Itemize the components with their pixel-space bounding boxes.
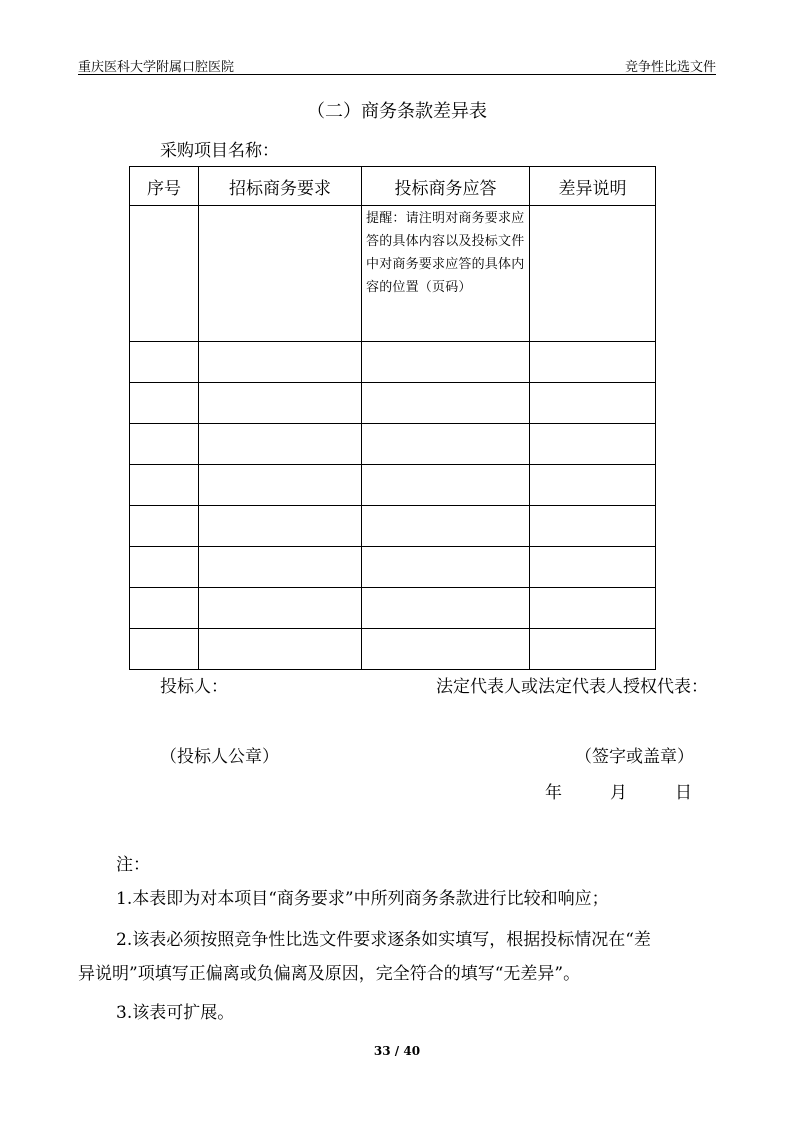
table-cell[interactable] [362, 424, 530, 465]
table-cell[interactable] [362, 629, 530, 670]
notes-heading: 注： [116, 855, 150, 875]
table-row [130, 206, 656, 342]
table-cell[interactable] [530, 588, 656, 629]
table-row [130, 383, 656, 424]
table-cell[interactable] [530, 206, 656, 342]
col-header-tender-requirement: 招标商务要求 [199, 167, 362, 206]
table-row [130, 342, 656, 383]
table-row [130, 629, 656, 670]
header-doc-title: 竞争性比选文件 [624, 60, 716, 75]
date-day: 日 [675, 783, 692, 803]
table-cell[interactable] [130, 629, 199, 670]
table-cell[interactable] [130, 547, 199, 588]
table-cell[interactable] [130, 506, 199, 547]
table-cell[interactable] [362, 465, 530, 506]
table-cell[interactable] [530, 465, 656, 506]
section-title: （二）商务条款差异表 [307, 101, 487, 122]
table-cell[interactable] [530, 506, 656, 547]
table-cell[interactable] [130, 206, 199, 342]
date-line [545, 778, 692, 803]
table-cell[interactable] [199, 465, 362, 506]
table-cell[interactable] [530, 424, 656, 465]
header-rule [78, 74, 716, 75]
table-row [130, 424, 656, 465]
table-cell[interactable] [199, 424, 362, 465]
col-header-index: 序号 [130, 167, 199, 206]
date-month: 月 [610, 783, 627, 803]
note-item-3: 3.该表可扩展。 [116, 1003, 235, 1023]
table-cell[interactable] [130, 383, 199, 424]
table-cell[interactable] [362, 383, 530, 424]
note-item-2-line-1: 2.该表必须按照竞争性比选文件要求逐条如实填写，根据投标情况在“差 [116, 930, 651, 950]
response-hint-cell[interactable]: 提醒：请注明对商务要求应答的具体内容以及投标文件中对商务要求应答的具体内容的位置（页码） [362, 206, 530, 342]
table-cell[interactable] [362, 506, 530, 547]
table-row [130, 465, 656, 506]
table-cell[interactable] [530, 383, 656, 424]
page-number: 33 / 40 [373, 1044, 421, 1058]
table-row [130, 506, 656, 547]
table-cell[interactable] [530, 342, 656, 383]
table-row [130, 547, 656, 588]
commercial-terms-diff-table [129, 166, 656, 670]
table-cell[interactable] [362, 588, 530, 629]
table-cell[interactable] [199, 629, 362, 670]
project-name-label: 采购项目名称： [160, 141, 279, 161]
table-header-row [130, 167, 656, 206]
table-cell[interactable] [130, 342, 199, 383]
table-row [130, 588, 656, 629]
note-item-1: 1.本表即为对本项目“商务要求”中所列商务条款进行比较和响应； [116, 889, 609, 909]
legal-rep-label: 法定代表人或法定代表人授权代表： [436, 677, 708, 697]
col-header-bid-response: 投标商务应答 [362, 167, 530, 206]
table-cell[interactable] [530, 547, 656, 588]
table-cell[interactable] [530, 629, 656, 670]
table-cell[interactable] [130, 424, 199, 465]
table-cell[interactable] [199, 342, 362, 383]
table-cell[interactable] [199, 547, 362, 588]
table-cell[interactable] [199, 383, 362, 424]
table-cell[interactable] [199, 588, 362, 629]
header-org-name: 重庆医科大学附属口腔医院 [78, 60, 235, 75]
date-year: 年 [545, 783, 562, 803]
table-cell[interactable] [362, 342, 530, 383]
bidder-label: 投标人： [160, 677, 228, 697]
table-cell[interactable] [199, 206, 362, 342]
table-cell[interactable] [130, 588, 199, 629]
col-header-deviation-note: 差异说明 [530, 167, 656, 206]
table-cell[interactable] [130, 465, 199, 506]
signature-label: （签字或盖章） [575, 747, 694, 767]
table-cell[interactable] [199, 506, 362, 547]
note-item-2-line-2: 异说明”项填写正偏离或负偏离及原因，完全符合的填写“无差异”。 [78, 964, 581, 984]
bidder-seal-label: （投标人公章） [160, 747, 279, 767]
table-cell[interactable] [362, 547, 530, 588]
